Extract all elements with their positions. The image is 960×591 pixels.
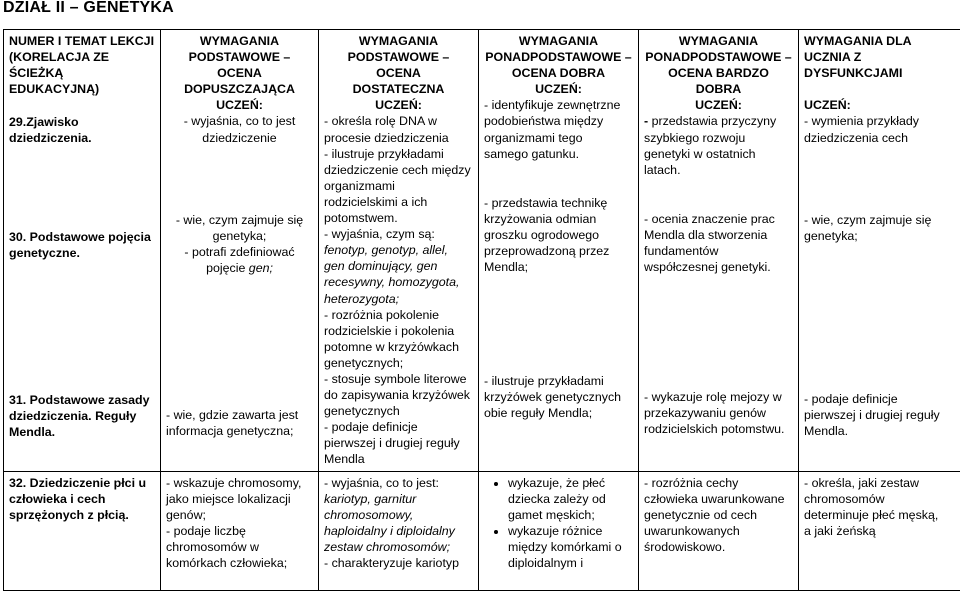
column-header-dysfunkcje: WYMAGANIA DLA UCZNIA Z DYSFUNKCJAMI UCZEŃ: — [804, 33, 955, 113]
req-32-dostateczna-rest: - charakteryzuje kariotyp — [324, 555, 473, 571]
req-30-dobra: - przedstawia technikę krzyżowania odmian groszku ogrodowego przeprowadzoną przez Mendla; — [484, 195, 633, 275]
column-header-dopuszczajaca: WYMAGANIA PODSTAWOWE – OCENA DOPUSZCZAJĄCA UCZEŃ: — [166, 33, 313, 113]
req-32-dysfunkcje-cell — [799, 472, 960, 591]
req-30-dostateczna-intro: - wyjaśnia, czym są: — [324, 226, 473, 242]
column-header-dostateczna: WYMAGANIA PODSTAWOWE – OCENA DOSTATECZNA UCZEŃ: — [324, 33, 473, 113]
req-29-dysfunkcje: - wymienia przykłady dziedziczenia cech — [804, 113, 955, 145]
req-30-dopuszczajaca — [166, 212, 313, 276]
requirements-dysfunkcje-cell — [799, 30, 960, 472]
lesson-29-title: 29.Zjawisko dziedziczenia. — [9, 114, 155, 146]
req-31-dopuszczajaca: - wie, gdzie zawarta jest informacja genetyczna; — [166, 407, 313, 439]
section-heading: DZIAŁ II – GENETYKA — [3, 0, 174, 17]
lesson-30-title: 30. Podstawowe pojęcia genetyczne. — [9, 229, 155, 261]
requirements-bardzo-dobra-cell — [639, 30, 799, 472]
req-30-bardzo-dobra: - ocenia znaczenie prac Mendla dla stworzenia fundamentów współczesnej genetyki. — [644, 211, 793, 275]
requirements-dostateczna-cell — [319, 30, 479, 472]
req-32-dysfunkcje: - określa, jaki zestaw chromosomów determinuje płeć męską, a jaki żeńską — [804, 475, 955, 539]
list-item: • wykazuje różnice między komórkami o diploidalnym i — [508, 523, 633, 571]
req-29-bardzo-dobra — [644, 113, 793, 177]
table-row — [4, 472, 960, 591]
req-30-dysfunkcje: - wie, czym zajmuje się genetyka; — [804, 212, 955, 244]
requirements-table — [3, 29, 960, 591]
req-32-dobra-cell — [479, 472, 639, 591]
req-29-bardzo-dobra-text: przedstawia przyczyny szybkiego rozwoju genetyki w ostatnich latach. — [644, 114, 776, 176]
req-32-bardzo-dobra: - rozróżnia cechy człowieka uwarunkowane genetycznie od cech uwarunkowanych środowiskowo. — [644, 475, 793, 555]
req-29-dopuszczajaca: - wyjaśnia, co to jest dziedziczenie — [166, 113, 313, 145]
column-header-dobra: WYMAGANIA PONADPODSTAWOWE – OCENA DOBRA UCZEŃ: — [484, 33, 633, 97]
req-30-31-dostateczna: - rozróżnia pokolenie rodzicielskie i pokolenia potomne w krzyżówkach genetycznych; - stosuje symbole literowe do zapisywania krzyżówek genetycznych - podaje definicje pierwszej i drugiej reguły Mendla — [324, 307, 473, 468]
req-32-dopuszczajaca: - wskazuje chromosomy, jako miejsce lokalizacji genów; - podaje liczbę chromosomów w komórkach człowieka; — [166, 475, 313, 572]
table-row — [4, 30, 960, 472]
req-32-bardzo-dobra-cell — [639, 472, 799, 591]
lesson-31-title: 31. Podstawowe zasady dziedziczenia. Reguły Mendla. — [9, 392, 155, 440]
req-32-dostateczna-intro: - wyjaśnia, co to jest: — [324, 475, 473, 491]
req-29-bardzo-dobra-dash: - — [644, 114, 648, 128]
req-30-dopuszczajaca-term: gen; — [249, 261, 273, 275]
requirements-dobra-cell — [479, 30, 639, 472]
req-31-dobra: - ilustruje przykładami krzyżówek genetycznych obie reguły Mendla; — [484, 373, 633, 421]
lesson-32-cell — [4, 472, 161, 591]
lesson-32-title: 32. Dziedziczenie płci u człowieka i cech sprzężonych z płcią. — [9, 475, 155, 523]
lesson-topics-cell — [4, 30, 161, 472]
column-header-lesson: NUMER I TEMAT LEKCJI (KORELACJA ZE ŚCIEŻKĄ EDUKACYJNĄ) — [9, 33, 155, 97]
req-32-dopuszczajaca-cell — [161, 472, 319, 591]
req-31-dysfunkcje: - podaje definicje pierwszej i drugiej reguły Mendla. — [804, 391, 955, 439]
list-item: • wykazuje, że płeć dziecka zależy od gamet męskich; — [508, 475, 633, 523]
req-29-dobra: - identyfikuje zewnętrzne podobieństwa między organizmami tego samego gatunku. — [484, 97, 633, 161]
req-32-dobra-list — [484, 475, 633, 572]
req-32-dostateczna-cell — [319, 472, 479, 591]
req-32-dostateczna-terms: kariotyp, garnitur chromosomowy, haploidalny i diploidalny zestaw chromosomów; — [324, 491, 473, 555]
req-29-dostateczna: - określa rolę DNA w procesie dziedziczenia - ilustruje przykładami dziedziczenie cech między organizmami rodzicielskimi a ich potomstwem. — [324, 113, 473, 226]
column-header-bardzo-dobra: WYMAGANIA PONADPODSTAWOWE – OCENA BARDZO DOBRA UCZEŃ: — [644, 33, 793, 113]
requirements-dopuszczajaca-cell — [161, 30, 319, 472]
req-31-bardzo-dobra: - wykazuje rolę mejozy w przekazywaniu genów rodzicielskich potomstwu. — [644, 389, 793, 437]
req-30-dopuszczajaca-text: - wie, czym zajmuje się genetyka; - potrafi zdefiniować pojęcie — [176, 213, 303, 275]
req-30-dostateczna-terms: fenotyp, genotyp, allel, gen dominujący, gen recesywny, homozygota, heterozygota; — [324, 242, 473, 306]
